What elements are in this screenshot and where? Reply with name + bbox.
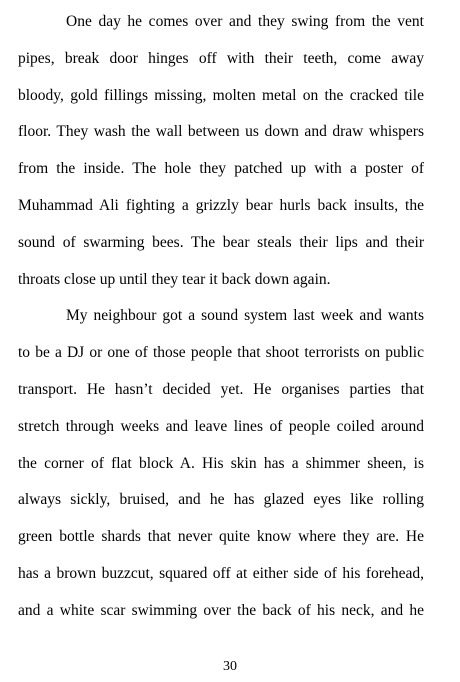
- text-line: from the inside. The hole they patched up with a poster of: [18, 160, 424, 178]
- body-text: [18, 4, 424, 630]
- text-line: green bottle shards that never quite know where they are. He: [18, 528, 424, 546]
- paragraph-1: [18, 4, 424, 298]
- text-line: and a white scar swimming over the back of his neck, and he: [18, 601, 424, 619]
- page-number: 30: [223, 659, 237, 674]
- text-line: sound of swarming bees. The bear steals their lips and their: [18, 233, 424, 251]
- text-line: My neighbour got a sound system last week and wants: [66, 307, 424, 325]
- text-line: pipes, break door hinges off with their teeth, come away: [18, 49, 424, 67]
- text-line: to be a DJ or one of those people that shoot terrorists on public: [18, 344, 424, 362]
- text-line: throats close up until they tear it back down again.: [18, 270, 331, 288]
- text-line: floor. They wash the wall between us down and draw whispers: [18, 123, 424, 141]
- text-line: Muhammad Ali fighting a grizzly bear hurls back insults, the: [18, 196, 424, 214]
- text-line: stretch through weeks and leave lines of people coiled around: [18, 417, 424, 435]
- text-line: the corner of flat block A. His skin has a shimmer sheen, is: [18, 454, 424, 472]
- text-line: One day he comes over and they swing from the vent: [66, 13, 424, 30]
- text-line: bloody, gold fillings missing, molten metal on the cracked tile: [18, 86, 424, 104]
- paragraph-2: [18, 298, 424, 629]
- text-line: transport. He hasn’t decided yet. He organises parties that: [18, 380, 424, 398]
- text-line: has a brown buzzcut, squared off at either side of his forehead,: [18, 564, 424, 582]
- text-line: always sickly, bruised, and he has glazed eyes like rolling: [18, 491, 424, 509]
